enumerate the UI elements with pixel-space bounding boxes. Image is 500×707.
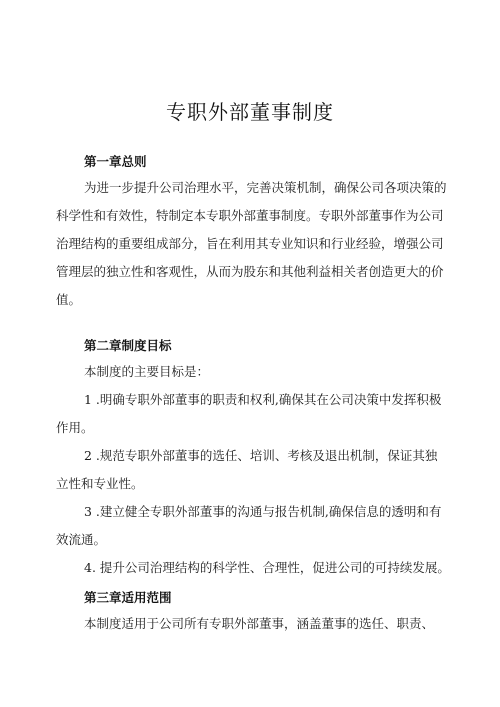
chapter-1-line-1: 为进一步提升公司治理水平，完善决策机制，确保公司各项决策的 [84,180,447,195]
chapter-2-line-4: 2 .规范专职外部董事的选任、培训、考核及退出机制，保证其独 [84,448,438,463]
chapter-1-line-5: 值。 [56,292,82,307]
chapter-2-line-7: 效流通。 [56,532,107,547]
chapter-2-heading: 第二章制度目标 [84,338,172,353]
chapter-1-line-4: 管理层的独立性和客观性，从而为股东和其他利益相关者创造更大的价 [56,264,444,279]
chapter-2-line-1: 本制度的主要目标是： [84,364,210,379]
chapter-2-line-2: 1 .明确专职外部董事的职责和权利,确保其在公司决策中发挥积极 [84,392,442,407]
document-title: 专职外部董事制度 [166,100,334,124]
chapter-2-line-6: 3 .建立健全专职外部董事的沟通与报告机制,确保信息的透明和有 [84,504,442,519]
chapter-1-line-2: 科学性和有效性，特制定本专职外部董事制度。专职外部董事作为公司 [56,208,444,223]
chapter-1-heading: 第一章总则 [84,154,147,169]
chapter-2-line-8: 4. 提升公司治理结构的科学性、合理性，促进公司的可持续发展。 [84,560,450,575]
chapter-2-line-5: 立性和专业性。 [56,476,144,491]
chapter-1-line-3: 治理结构的重要组成部分，旨在利用其专业知识和行业经验，增强公司 [56,236,444,251]
chapter-2-line-3: 作用。 [56,420,94,435]
chapter-3-heading: 第三章适用范围 [84,590,172,605]
chapter-3-line-1: 本制度适用于公司所有专职外部董事，涵盖董事的选任、职责、 [84,616,435,631]
